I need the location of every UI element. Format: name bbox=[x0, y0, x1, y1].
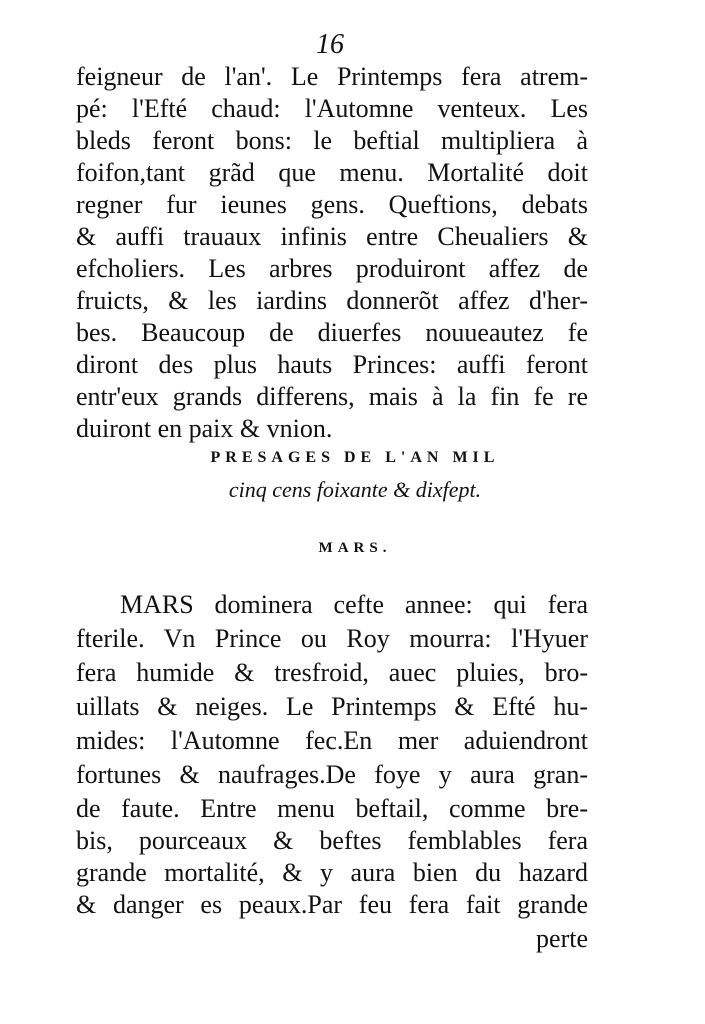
text-line: duiront en paix & vnion. bbox=[76, 414, 333, 443]
month-heading: MARS. bbox=[318, 540, 392, 556]
catchword: perte bbox=[536, 924, 588, 953]
text-line: feigneur de l'an'. Le Printemps fera atrem- bbox=[76, 62, 588, 91]
text-line: entr'eux grands differens, mais à la fin fe re bbox=[76, 382, 588, 411]
text-line: regner fur ieunes gens. Queftions, debats bbox=[76, 190, 588, 219]
text-line: fera humide & tresfroid, auec pluies, bro- bbox=[76, 658, 588, 687]
text-line: fortunes & naufrages.De foye y aura gran- bbox=[76, 760, 588, 789]
text-line: fruicts, & les iardins donnerõt affez d'her- bbox=[76, 286, 588, 315]
text-line: bes. Beaucoup de diuerfes nouueautez fe bbox=[76, 318, 588, 347]
text-line: & danger es peaux.Par feu fera fait grande bbox=[76, 890, 588, 919]
text-line: diront des plus hauts Princes: auffi feront bbox=[76, 350, 588, 379]
text-line: efcholiers. Les arbres produiront affez de bbox=[76, 254, 588, 283]
text-line: pé: l'Efté chaud: l'Automne venteux. Les bbox=[76, 94, 588, 123]
section-heading: PRESAGES DE L'AN MIL bbox=[210, 449, 500, 466]
section-subheading: cinq cens foixante & dixfept. bbox=[228, 477, 482, 502]
text-line: bis, pourceaux & beftes femblables fera bbox=[76, 826, 588, 855]
text-line: fterile. Vn Prince ou Roy mourra: l'Hyuer bbox=[76, 624, 588, 653]
text-line: MARS dominera cefte annee: qui fera bbox=[120, 590, 588, 619]
text-line: grande mortalité, & y aura bien du hazard bbox=[76, 858, 588, 887]
page-number: 16 bbox=[316, 29, 344, 60]
text-line: mides: l'Automne fec.En mer aduiendront bbox=[76, 726, 588, 755]
text-line: bleds feront bons: le beftial multipliera à bbox=[76, 126, 588, 155]
text-line: de faute. Entre menu beftail, comme bre- bbox=[76, 794, 588, 823]
text-line: foifon,tant grãd que menu. Mortalité doit bbox=[76, 158, 588, 187]
text-line: & auffi trauaux infinis entre Cheualiers & bbox=[76, 222, 588, 251]
text-line: uillats & neiges. Le Printemps & Efté hu- bbox=[76, 692, 588, 721]
